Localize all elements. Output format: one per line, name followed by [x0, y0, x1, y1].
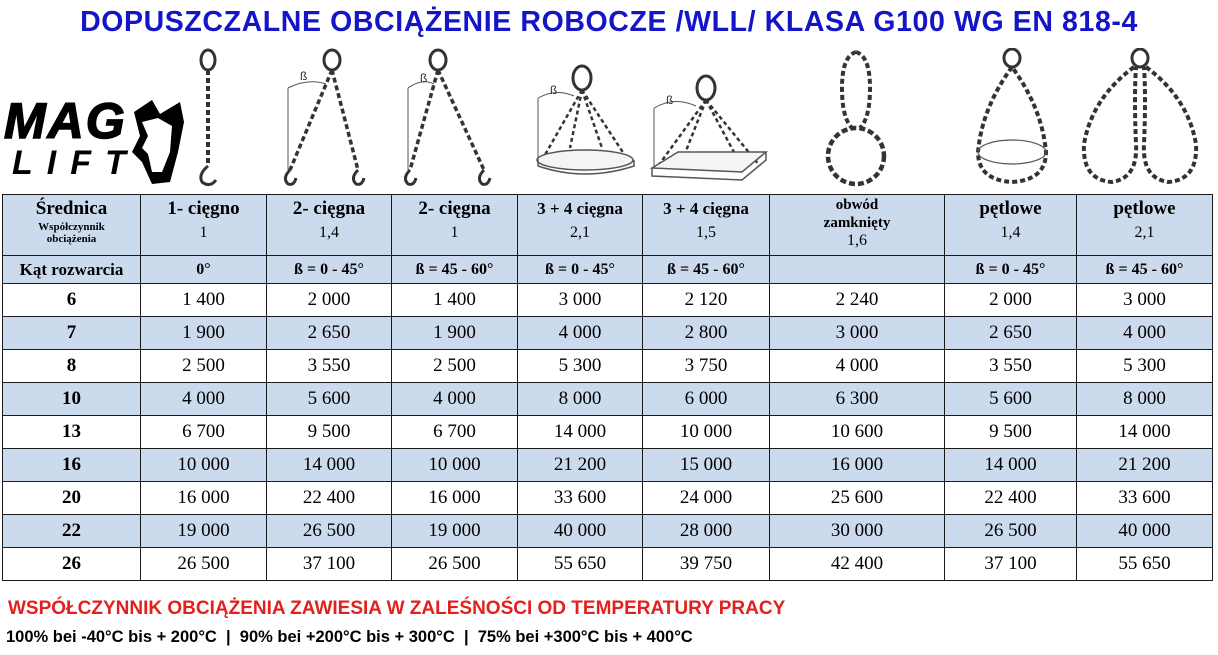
angle-cell: ß = 45 - 60° — [392, 256, 518, 284]
wll-cell: 28 000 — [643, 515, 770, 548]
diameter-cell: 8 — [3, 350, 141, 383]
wll-cell: 4 000 — [770, 350, 945, 383]
wll-cell: 2 000 — [267, 284, 392, 317]
angle-cell — [770, 256, 945, 284]
header-col-7: pętlowe 1,4 — [945, 195, 1077, 256]
wll-cell: 4 000 — [392, 383, 518, 416]
wll-cell: 40 000 — [1077, 515, 1213, 548]
diameter-cell: 10 — [3, 383, 141, 416]
header-row — [3, 195, 1213, 256]
wll-cell: 4 000 — [141, 383, 267, 416]
wll-cell: 10 600 — [770, 416, 945, 449]
double-loop-sling-icon — [1076, 48, 1206, 190]
wll-cell: 4 000 — [1077, 317, 1213, 350]
logo-text-lift: LIFT — [12, 144, 140, 182]
wll-cell: 2 240 — [770, 284, 945, 317]
wll-cell: 3 550 — [267, 350, 392, 383]
wll-cell: 30 000 — [770, 515, 945, 548]
table-row — [3, 515, 1213, 548]
two-leg-sling-wide-icon — [398, 48, 498, 190]
wll-cell: 2 800 — [643, 317, 770, 350]
table-row — [3, 317, 1213, 350]
logo-text-mag: MAG — [4, 93, 127, 149]
wll-cell: 33 600 — [518, 482, 643, 515]
wll-cell: 8 000 — [1077, 383, 1213, 416]
wll-cell: 37 100 — [945, 548, 1077, 581]
angle-cell: ß = 0 - 45° — [518, 256, 643, 284]
angle-cell: ß = 45 - 60° — [643, 256, 770, 284]
wll-cell: 1 900 — [392, 317, 518, 350]
wll-cell: 3 000 — [770, 317, 945, 350]
wll-cell: 5 300 — [1077, 350, 1213, 383]
endless-sling-icon — [818, 48, 898, 190]
wll-cell: 6 300 — [770, 383, 945, 416]
angle-cell: 0° — [141, 256, 267, 284]
header-col-4: 3 + 4 cięgna 2,1 — [518, 195, 643, 256]
single-loop-sling-icon — [968, 48, 1058, 190]
wll-cell: 3 000 — [518, 284, 643, 317]
wll-cell: 2 650 — [945, 317, 1077, 350]
wll-cell: 10 000 — [392, 449, 518, 482]
diameter-cell: 7 — [3, 317, 141, 350]
svg-text:ß: ß — [300, 69, 308, 83]
wll-cell: 1 400 — [141, 284, 267, 317]
header-diameter: Średnica Współczynnik obciążenia — [3, 195, 141, 256]
wll-cell: 8 000 — [518, 383, 643, 416]
four-leg-sling-wide-icon — [648, 48, 770, 190]
single-leg-sling-icon — [188, 48, 228, 190]
table-row — [3, 350, 1213, 383]
diameter-cell: 16 — [3, 449, 141, 482]
wll-cell: 25 600 — [770, 482, 945, 515]
wll-cell: 2 500 — [392, 350, 518, 383]
four-leg-sling-icon — [530, 48, 640, 190]
wll-cell: 26 500 — [392, 548, 518, 581]
header-col-2: 2- cięgna 1,4 — [267, 195, 392, 256]
wll-cell: 5 600 — [267, 383, 392, 416]
page-title: DOPUSZCZALNE OBCIĄŻENIE ROBOCZE /WLL/ KLASA G100 WG EN 818-4 — [80, 6, 1138, 38]
angle-label: Kąt rozwarcia — [3, 256, 141, 284]
wll-cell: 14 000 — [518, 416, 643, 449]
header-col-8: pętlowe 2,1 — [1077, 195, 1213, 256]
wll-cell: 2 650 — [267, 317, 392, 350]
wll-cell: 9 500 — [267, 416, 392, 449]
diameter-cell: 6 — [3, 284, 141, 317]
header-col-1: 1- cięgno 1 — [141, 195, 267, 256]
angle-cell: ß = 45 - 60° — [1077, 256, 1213, 284]
angle-cell: ß = 0 - 45° — [267, 256, 392, 284]
wll-cell: 55 650 — [1077, 548, 1213, 581]
wll-cell: 16 000 — [141, 482, 267, 515]
svg-text:ß: ß — [420, 71, 428, 85]
wll-cell: 3 550 — [945, 350, 1077, 383]
diameter-cell: 13 — [3, 416, 141, 449]
table-row — [3, 482, 1213, 515]
angle-row — [3, 256, 1213, 284]
wll-cell: 37 100 — [267, 548, 392, 581]
wll-cell: 19 000 — [392, 515, 518, 548]
wll-cell: 22 400 — [267, 482, 392, 515]
wll-cell: 24 000 — [643, 482, 770, 515]
wll-cell: 15 000 — [643, 449, 770, 482]
wll-cell: 26 500 — [945, 515, 1077, 548]
wll-table — [2, 194, 1213, 581]
wll-cell: 21 200 — [1077, 449, 1213, 482]
wll-cell: 16 000 — [392, 482, 518, 515]
wll-cell: 16 000 — [770, 449, 945, 482]
wll-cell: 33 600 — [1077, 482, 1213, 515]
header-col-3: 2- cięgna 1 — [392, 195, 518, 256]
temperature-heading: WSPÓŁCZYNNIK OBCIĄŻENIA ZAWIESIA W ZALEŚNOŚCI OD TEMPERATURY PRACY — [8, 598, 786, 619]
wll-cell: 39 750 — [643, 548, 770, 581]
table-row — [3, 284, 1213, 317]
wll-cell: 10 000 — [643, 416, 770, 449]
wll-cell: 42 400 — [770, 548, 945, 581]
angle-cell: ß = 0 - 45° — [945, 256, 1077, 284]
table-row — [3, 548, 1213, 581]
table-row — [3, 449, 1213, 482]
wll-cell: 3 000 — [1077, 284, 1213, 317]
wll-cell: 26 500 — [267, 515, 392, 548]
mag-lift-logo — [2, 92, 192, 192]
wll-cell: 22 400 — [945, 482, 1077, 515]
diameter-cell: 20 — [3, 482, 141, 515]
wll-cell: 14 000 — [267, 449, 392, 482]
header-col-6: obwód zamknięty 1,6 — [770, 195, 945, 256]
wll-cell: 1 900 — [141, 317, 267, 350]
wll-cell: 4 000 — [518, 317, 643, 350]
wll-cell: 9 500 — [945, 416, 1077, 449]
wll-cell: 21 200 — [518, 449, 643, 482]
wll-cell: 10 000 — [141, 449, 267, 482]
wll-cell: 26 500 — [141, 548, 267, 581]
table-row — [3, 416, 1213, 449]
temperature-factors: 100% bei -40°C bis + 200°C | 90% bei +200°C bis + 300°C | 75% bei +300°C bis + 400°C — [6, 628, 693, 646]
wll-cell: 2 120 — [643, 284, 770, 317]
wll-cell: 19 000 — [141, 515, 267, 548]
wll-cell: 5 300 — [518, 350, 643, 383]
svg-text:ß: ß — [550, 83, 558, 97]
wll-cell: 6 700 — [392, 416, 518, 449]
wll-cell: 1 400 — [392, 284, 518, 317]
wll-cell: 3 750 — [643, 350, 770, 383]
wll-cell: 40 000 — [518, 515, 643, 548]
svg-text:ß: ß — [666, 93, 674, 107]
wll-cell: 14 000 — [945, 449, 1077, 482]
wll-cell: 6 700 — [141, 416, 267, 449]
diameter-cell: 22 — [3, 515, 141, 548]
diameter-cell: 26 — [3, 548, 141, 581]
two-leg-sling-icon — [272, 48, 372, 190]
wll-cell: 5 600 — [945, 383, 1077, 416]
wll-cell: 6 000 — [643, 383, 770, 416]
table-row — [3, 383, 1213, 416]
wll-cell: 55 650 — [518, 548, 643, 581]
wll-cell: 2 000 — [945, 284, 1077, 317]
header-col-5: 3 + 4 cięgna 1,5 — [643, 195, 770, 256]
wll-cell: 2 500 — [141, 350, 267, 383]
wll-cell: 14 000 — [1077, 416, 1213, 449]
